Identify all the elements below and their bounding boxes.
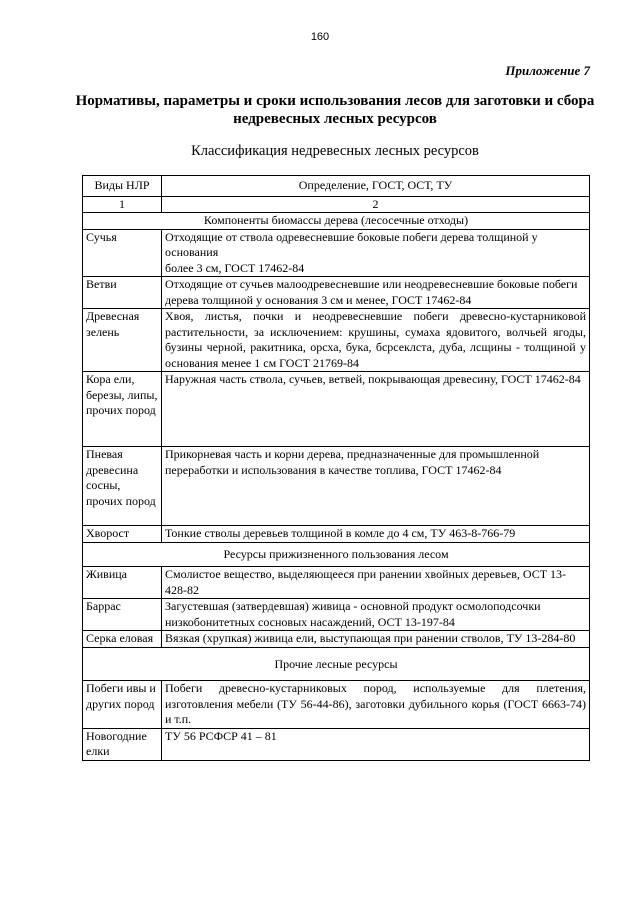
definition-text: более 3 см, ГОСТ 17462-84 — [165, 260, 305, 275]
section-header-row — [83, 647, 590, 681]
resource-definition: Загустевшая (затвердевшая) живица - основной продукт осмолоподсочки низкобонитетных сосновых насаждений, ОСТ 13-197-84 — [162, 599, 590, 631]
table-row — [83, 567, 590, 599]
table-row — [83, 526, 590, 543]
resources-table — [82, 175, 590, 761]
resource-type: Пневая древесина сосны, прочих пород — [83, 447, 162, 526]
table-row — [83, 309, 590, 372]
resource-definition: Смолистое вещество, выделяющееся при ранении хвойных деревьев, ОСТ 13-428-82 — [162, 567, 590, 599]
section-header-row — [83, 213, 590, 230]
resource-type: Живица — [83, 567, 162, 599]
table-row — [83, 728, 590, 760]
resource-type: Древесная зелень — [83, 309, 162, 372]
resource-type: Новогодние елки — [83, 728, 162, 760]
table-row — [83, 277, 590, 309]
page-number: 160 — [310, 31, 330, 43]
appendix-label: Приложение 7 — [505, 63, 590, 78]
section-title: Ресурсы прижизненного пользования лесом — [83, 542, 590, 567]
resource-definition: Отходящие от сучьев малоодревесневшие или неодревесневшие боковые побеги дерева толщиной у основания 3 см и менее, ГОСТ 17462-84 — [162, 277, 590, 309]
resource-type: Хворост — [83, 526, 162, 543]
table-row — [83, 372, 590, 447]
column-number: 1 — [83, 196, 162, 213]
resource-definition: Наружная часть ствола, сучьев, ветвей, покрывающая древесину, ГОСТ 17462-84 — [162, 372, 590, 447]
column-number: 2 — [162, 196, 590, 213]
section-title: Компоненты биомассы дерева (лесосечные отходы) — [83, 213, 590, 230]
table-row — [83, 599, 590, 631]
resource-definition: Побеги древесно-кустарниковых пород, используемые для плетения, изготовления мебели (ТУ 56-44-86), заготовки дубильного корья (ГОСТ 6663-74) и т.п. — [162, 681, 590, 729]
header-cell-type: Виды НЛР — [83, 176, 162, 197]
resource-type: Баррас — [83, 599, 162, 631]
resource-definition: ТУ 56 РСФСР 41 – 81 — [162, 728, 590, 760]
resource-type: Побеги ивы и других пород — [83, 681, 162, 729]
resource-type: Серка еловая — [83, 631, 162, 648]
resource-type: Сучья — [83, 229, 162, 277]
table-header-row — [83, 176, 590, 197]
table-row — [83, 631, 590, 648]
table-title: Классификация недревесных лесных ресурсов — [191, 143, 479, 159]
resource-definition: Прикорневая часть и корни дерева, предназначенные для промышленной переработки и использования в качестве топлива, ГОСТ 17462-84 — [162, 447, 590, 526]
resource-definition: Хвоя, листья, почки и неодревесневшие побеги древесно-кустарниковой растительности, за исключением: крушины, сумаха ядовитого, волчьей ягоды, бузины черной, ракитника, орсха, бука, бсрсеклста, дуба, лсщины - толщиной у основания менее 1 см ГОСТ 21769-84 — [162, 309, 590, 372]
section-title: Прочие лесные ресурсы — [83, 647, 590, 681]
document-title: Нормативы, параметры и сроки использования лесов для заготовки и сбора недревесных лесных ресурсов — [75, 93, 595, 127]
column-number-row — [83, 196, 590, 213]
resource-definition: Тонкие стволы деревьев толщиной в комле до 4 см, ТУ 463-8-766-79 — [162, 526, 590, 543]
resource-type: Кора ели, березы, липы, прочих пород — [83, 372, 162, 447]
table-row — [83, 681, 590, 729]
table-row — [83, 447, 590, 526]
definition-text: Отходящие от ствола одревесневшие боковые побеги дерева толщиной у основания — [165, 229, 538, 259]
resource-definition — [162, 229, 590, 277]
header-cell-definition: Определение, ГОСТ, ОСТ, ТУ — [162, 176, 590, 197]
resource-type: Ветви — [83, 277, 162, 309]
table-row — [83, 229, 590, 277]
resource-definition: Вязкая (хрупкая) живица ели, выступающая при ранении стволов, ТУ 13-284-80 — [162, 631, 590, 648]
section-header-row — [83, 542, 590, 567]
